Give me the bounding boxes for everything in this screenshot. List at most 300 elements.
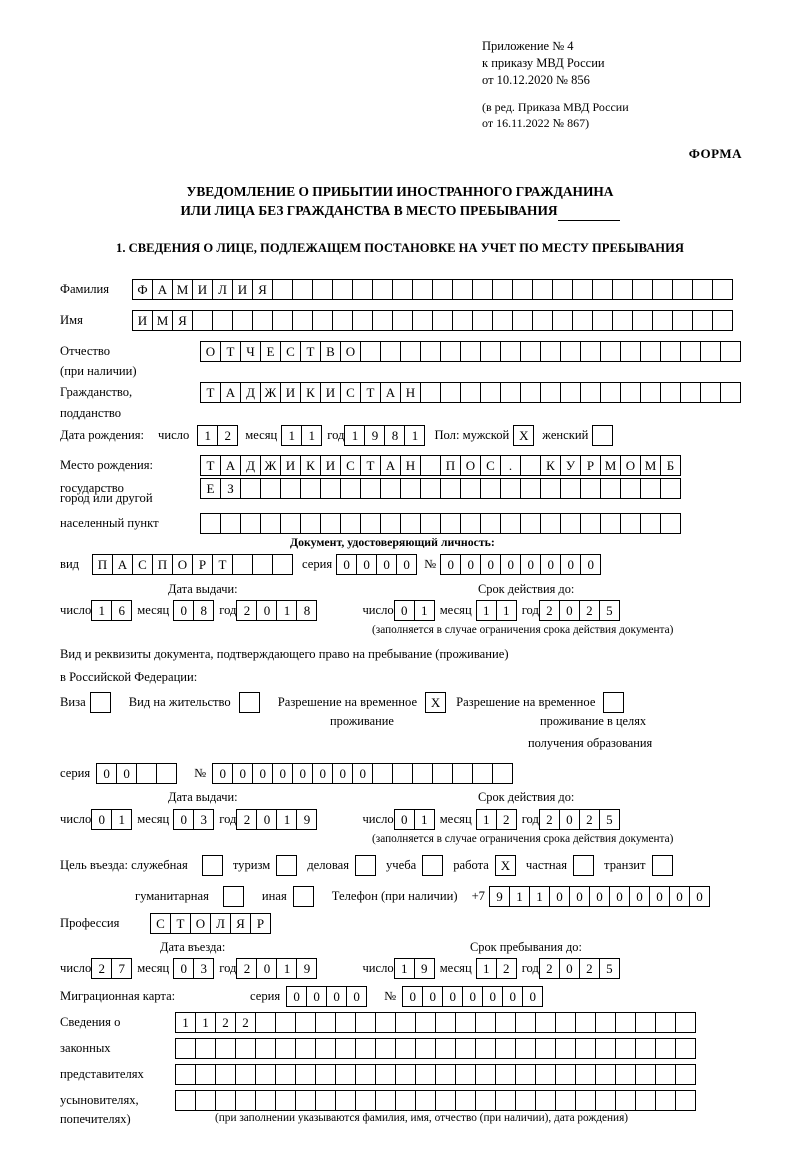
cell[interactable]: 2 xyxy=(236,809,257,830)
sex-female-checkbox[interactable] xyxy=(592,425,613,446)
cell[interactable] xyxy=(175,1064,196,1085)
cell[interactable] xyxy=(575,1012,596,1033)
cell[interactable]: Т xyxy=(220,341,241,362)
cell[interactable]: 7 xyxy=(111,958,132,979)
cell[interactable] xyxy=(300,478,321,499)
cell[interactable] xyxy=(572,310,593,331)
cell[interactable] xyxy=(440,341,461,362)
cell[interactable]: 2 xyxy=(496,958,517,979)
cell[interactable] xyxy=(352,279,373,300)
legal-rep-row3-cells[interactable] xyxy=(175,1064,695,1085)
cell[interactable]: Б xyxy=(660,455,681,476)
cell[interactable] xyxy=(240,513,261,534)
cell[interactable]: 2 xyxy=(579,809,600,830)
cell[interactable] xyxy=(480,382,501,403)
cell[interactable]: 2 xyxy=(236,600,257,621)
cell[interactable]: 0 xyxy=(91,809,112,830)
stay-valid-day-cells[interactable] xyxy=(394,809,434,830)
cell[interactable]: 1 xyxy=(276,809,297,830)
cell[interactable]: . xyxy=(500,455,521,476)
cell[interactable] xyxy=(552,310,573,331)
cell[interactable]: 0 xyxy=(332,763,353,784)
cell[interactable]: 0 xyxy=(689,886,710,907)
cell[interactable]: А xyxy=(380,382,401,403)
purpose-private-checkbox[interactable] xyxy=(573,855,594,876)
cell[interactable] xyxy=(660,341,681,362)
cell[interactable]: 9 xyxy=(364,425,385,446)
cell[interactable] xyxy=(692,310,713,331)
cell[interactable] xyxy=(255,1064,276,1085)
cell[interactable]: 0 xyxy=(649,886,670,907)
stay-series-cells[interactable] xyxy=(96,763,176,784)
cell[interactable] xyxy=(260,513,281,534)
cell[interactable] xyxy=(520,382,541,403)
cell[interactable] xyxy=(235,1090,256,1111)
cell[interactable]: 0 xyxy=(442,986,463,1007)
cell[interactable] xyxy=(455,1064,476,1085)
cell[interactable] xyxy=(355,1064,376,1085)
cell[interactable]: П xyxy=(92,554,113,575)
cell[interactable] xyxy=(215,1038,236,1059)
iddoc-issue-year-cells[interactable] xyxy=(236,600,316,621)
cell[interactable]: И xyxy=(132,310,153,331)
surname-cells[interactable] xyxy=(132,279,732,300)
cell[interactable] xyxy=(640,341,661,362)
cell[interactable] xyxy=(575,1064,596,1085)
cell[interactable]: 3 xyxy=(193,809,214,830)
cell[interactable] xyxy=(156,763,177,784)
purpose-official-checkbox[interactable] xyxy=(202,855,223,876)
iddoc-valid-day-cells[interactable] xyxy=(394,600,434,621)
cell[interactable]: С xyxy=(480,455,501,476)
cell[interactable] xyxy=(335,1090,356,1111)
cell[interactable]: 0 xyxy=(394,600,415,621)
cell[interactable] xyxy=(272,554,293,575)
cell[interactable] xyxy=(440,513,461,534)
cell[interactable] xyxy=(560,341,581,362)
cell[interactable] xyxy=(255,1012,276,1033)
cell[interactable] xyxy=(455,1090,476,1111)
cell[interactable]: 0 xyxy=(173,958,194,979)
cell[interactable] xyxy=(580,513,601,534)
cell[interactable]: 0 xyxy=(256,958,277,979)
cell[interactable] xyxy=(555,1064,576,1085)
cell[interactable]: 0 xyxy=(272,763,293,784)
cell[interactable] xyxy=(260,478,281,499)
cell[interactable] xyxy=(412,279,433,300)
cell[interactable] xyxy=(395,1064,416,1085)
cell[interactable] xyxy=(720,382,741,403)
cell[interactable]: 1 xyxy=(276,958,297,979)
cell[interactable] xyxy=(395,1090,416,1111)
cell[interactable]: Т xyxy=(200,382,221,403)
cell[interactable]: 0 xyxy=(549,886,570,907)
cell[interactable] xyxy=(520,341,541,362)
cell[interactable] xyxy=(252,554,273,575)
cell[interactable] xyxy=(420,341,441,362)
cell[interactable] xyxy=(615,1038,636,1059)
cell[interactable] xyxy=(660,478,681,499)
cell[interactable] xyxy=(395,1012,416,1033)
cell[interactable]: Е xyxy=(260,341,281,362)
cell[interactable] xyxy=(340,478,361,499)
cell[interactable] xyxy=(520,455,541,476)
cell[interactable] xyxy=(592,310,613,331)
cell[interactable]: Т xyxy=(300,341,321,362)
purpose-work-checkbox[interactable]: X xyxy=(495,855,516,876)
cell[interactable]: 2 xyxy=(217,425,238,446)
cell[interactable]: 0 xyxy=(256,809,277,830)
purpose-business-checkbox[interactable] xyxy=(355,855,376,876)
cell[interactable]: К xyxy=(300,382,321,403)
cell[interactable]: 0 xyxy=(460,554,481,575)
cell[interactable] xyxy=(535,1038,556,1059)
cell[interactable]: 2 xyxy=(539,600,560,621)
cell[interactable] xyxy=(615,1012,636,1033)
cell[interactable] xyxy=(512,279,533,300)
cell[interactable]: И xyxy=(320,455,341,476)
cell[interactable]: Е xyxy=(200,478,221,499)
cell[interactable]: В xyxy=(320,341,341,362)
cell[interactable] xyxy=(535,1064,556,1085)
cell[interactable]: О xyxy=(620,455,641,476)
birth-month-cells[interactable] xyxy=(281,425,321,446)
cell[interactable]: 0 xyxy=(212,763,233,784)
cell[interactable]: Я xyxy=(230,913,251,934)
stay-valid-month-cells[interactable] xyxy=(476,809,516,830)
stay-valid-year-cells[interactable] xyxy=(539,809,619,830)
stay-issue-day-cells[interactable] xyxy=(91,809,131,830)
cell[interactable] xyxy=(295,1012,316,1033)
cell[interactable] xyxy=(232,554,253,575)
cell[interactable]: М xyxy=(172,279,193,300)
cell[interactable]: 1 xyxy=(529,886,550,907)
cell[interactable] xyxy=(380,513,401,534)
cell[interactable] xyxy=(595,1090,616,1111)
cell[interactable] xyxy=(495,1090,516,1111)
purpose-humanitarian-checkbox[interactable] xyxy=(223,886,244,907)
cell[interactable]: 9 xyxy=(414,958,435,979)
cell[interactable] xyxy=(255,1090,276,1111)
cell[interactable] xyxy=(295,1038,316,1059)
cell[interactable]: 0 xyxy=(440,554,461,575)
cell[interactable] xyxy=(395,1038,416,1059)
cell[interactable] xyxy=(712,279,733,300)
cell[interactable] xyxy=(380,478,401,499)
cell[interactable]: 9 xyxy=(296,809,317,830)
profession-cells[interactable] xyxy=(150,913,270,934)
cell[interactable] xyxy=(500,382,521,403)
cell[interactable]: 0 xyxy=(232,763,253,784)
stay-until-year-cells[interactable] xyxy=(539,958,619,979)
cell[interactable] xyxy=(220,513,241,534)
cell[interactable] xyxy=(472,310,493,331)
cell[interactable]: А xyxy=(112,554,133,575)
cell[interactable]: 0 xyxy=(482,986,503,1007)
cell[interactable] xyxy=(555,1090,576,1111)
cell[interactable] xyxy=(275,1012,296,1033)
migration-number-cells[interactable] xyxy=(402,986,542,1007)
cell[interactable]: 0 xyxy=(540,554,561,575)
cell[interactable]: Р xyxy=(250,913,271,934)
cell[interactable] xyxy=(272,310,293,331)
cell[interactable]: И xyxy=(280,382,301,403)
cell[interactable] xyxy=(595,1012,616,1033)
cell[interactable] xyxy=(500,478,521,499)
cell[interactable] xyxy=(215,1064,236,1085)
cell[interactable] xyxy=(680,382,701,403)
cell[interactable] xyxy=(375,1012,396,1033)
cell[interactable] xyxy=(572,279,593,300)
cell[interactable] xyxy=(560,513,581,534)
cell[interactable]: 1 xyxy=(276,600,297,621)
cell[interactable]: К xyxy=(300,455,321,476)
cell[interactable] xyxy=(595,1038,616,1059)
cell[interactable] xyxy=(552,279,573,300)
cell[interactable] xyxy=(195,1090,216,1111)
cell[interactable] xyxy=(275,1064,296,1085)
cell[interactable] xyxy=(492,763,513,784)
cell[interactable]: 0 xyxy=(520,554,541,575)
cell[interactable]: 0 xyxy=(252,763,273,784)
cell[interactable]: 8 xyxy=(193,600,214,621)
cell[interactable] xyxy=(575,1090,596,1111)
cell[interactable]: 1 xyxy=(414,600,435,621)
cell[interactable] xyxy=(532,279,553,300)
cell[interactable]: 9 xyxy=(489,886,510,907)
cell[interactable]: 1 xyxy=(414,809,435,830)
cell[interactable]: 0 xyxy=(312,763,333,784)
cell[interactable] xyxy=(495,1064,516,1085)
cell[interactable] xyxy=(340,513,361,534)
cell[interactable] xyxy=(532,310,553,331)
cell[interactable] xyxy=(335,1038,356,1059)
cell[interactable]: С xyxy=(150,913,171,934)
cell[interactable]: 1 xyxy=(195,1012,216,1033)
cell[interactable] xyxy=(415,1012,436,1033)
cell[interactable]: Т xyxy=(170,913,191,934)
cell[interactable]: 0 xyxy=(522,986,543,1007)
cell[interactable] xyxy=(295,1064,316,1085)
name-cells[interactable] xyxy=(132,310,732,331)
stay-number-cells[interactable] xyxy=(212,763,512,784)
cell[interactable] xyxy=(275,1090,296,1111)
cell[interactable] xyxy=(655,1064,676,1085)
entry-year-cells[interactable] xyxy=(236,958,316,979)
cell[interactable] xyxy=(600,382,621,403)
cell[interactable]: 0 xyxy=(559,958,580,979)
cell[interactable] xyxy=(375,1064,396,1085)
cell[interactable] xyxy=(200,513,221,534)
cell[interactable]: 1 xyxy=(91,600,112,621)
cell[interactable] xyxy=(560,382,581,403)
cell[interactable]: Р xyxy=(580,455,601,476)
cell[interactable] xyxy=(620,341,641,362)
residence-checkbox[interactable] xyxy=(239,692,260,713)
cell[interactable] xyxy=(412,310,433,331)
cell[interactable] xyxy=(392,763,413,784)
cell[interactable]: Д xyxy=(240,382,261,403)
cell[interactable]: Ч xyxy=(240,341,261,362)
cell[interactable]: 0 xyxy=(173,809,194,830)
cell[interactable]: 3 xyxy=(193,958,214,979)
cell[interactable] xyxy=(535,1090,556,1111)
cell[interactable] xyxy=(515,1064,536,1085)
cell[interactable]: Ф xyxy=(132,279,153,300)
cell[interactable]: 0 xyxy=(402,986,423,1007)
stay-issue-month-cells[interactable] xyxy=(173,809,213,830)
cell[interactable] xyxy=(136,763,157,784)
cell[interactable] xyxy=(612,279,633,300)
cell[interactable]: 0 xyxy=(306,986,327,1007)
cell[interactable] xyxy=(480,341,501,362)
cell[interactable] xyxy=(400,513,421,534)
cell[interactable]: А xyxy=(220,382,241,403)
cell[interactable]: 6 xyxy=(111,600,132,621)
cell[interactable]: 2 xyxy=(539,958,560,979)
cell[interactable]: 0 xyxy=(96,763,117,784)
cell[interactable] xyxy=(292,310,313,331)
iddoc-issue-day-cells[interactable] xyxy=(91,600,131,621)
cell[interactable]: 0 xyxy=(580,554,601,575)
purpose-study-checkbox[interactable] xyxy=(422,855,443,876)
cell[interactable] xyxy=(432,279,453,300)
cell[interactable] xyxy=(480,478,501,499)
cell[interactable] xyxy=(540,513,561,534)
cell[interactable]: У xyxy=(560,455,581,476)
cell[interactable]: К xyxy=(540,455,561,476)
cell[interactable]: 0 xyxy=(500,554,521,575)
cell[interactable] xyxy=(352,310,373,331)
cell[interactable] xyxy=(520,478,541,499)
cell[interactable] xyxy=(455,1012,476,1033)
cell[interactable] xyxy=(432,310,453,331)
cell[interactable]: 0 xyxy=(502,986,523,1007)
cell[interactable]: 1 xyxy=(281,425,302,446)
cell[interactable] xyxy=(600,513,621,534)
cell[interactable]: 0 xyxy=(394,809,415,830)
cell[interactable] xyxy=(192,310,213,331)
cell[interactable]: 2 xyxy=(496,809,517,830)
cell[interactable] xyxy=(632,310,653,331)
cell[interactable]: 1 xyxy=(476,958,497,979)
cell[interactable] xyxy=(655,1038,676,1059)
cell[interactable]: 2 xyxy=(539,809,560,830)
birth-day-cells[interactable] xyxy=(197,425,237,446)
iddoc-number-cells[interactable] xyxy=(440,554,600,575)
cell[interactable]: Т xyxy=(200,455,221,476)
iddoc-issue-month-cells[interactable] xyxy=(173,600,213,621)
cell[interactable]: 0 xyxy=(356,554,377,575)
edu-residence-checkbox[interactable] xyxy=(603,692,624,713)
cell[interactable] xyxy=(612,310,633,331)
cell[interactable]: 8 xyxy=(384,425,405,446)
cell[interactable] xyxy=(272,279,293,300)
cell[interactable]: 0 xyxy=(352,763,373,784)
cell[interactable] xyxy=(335,1064,356,1085)
cell[interactable] xyxy=(595,1064,616,1085)
cell[interactable] xyxy=(355,1012,376,1033)
cell[interactable]: О xyxy=(172,554,193,575)
cell[interactable] xyxy=(435,1090,456,1111)
cell[interactable]: 1 xyxy=(175,1012,196,1033)
phone-cells[interactable] xyxy=(489,886,709,907)
cell[interactable] xyxy=(315,1012,336,1033)
birth-year-cells[interactable] xyxy=(344,425,424,446)
cell[interactable] xyxy=(475,1090,496,1111)
cell[interactable] xyxy=(600,478,621,499)
cell[interactable]: Т xyxy=(360,455,381,476)
cell[interactable] xyxy=(315,1038,336,1059)
cell[interactable] xyxy=(360,513,381,534)
citizenship-cells[interactable] xyxy=(200,382,740,403)
iddoc-series-cells[interactable] xyxy=(336,554,416,575)
cell[interactable]: 1 xyxy=(509,886,530,907)
cell[interactable] xyxy=(335,1012,356,1033)
cell[interactable] xyxy=(320,513,341,534)
cell[interactable] xyxy=(452,279,473,300)
cell[interactable] xyxy=(620,382,641,403)
cell[interactable]: 2 xyxy=(91,958,112,979)
cell[interactable]: О xyxy=(190,913,211,934)
cell[interactable] xyxy=(540,478,561,499)
cell[interactable] xyxy=(712,310,733,331)
cell[interactable] xyxy=(640,382,661,403)
cell[interactable]: 2 xyxy=(579,600,600,621)
cell[interactable] xyxy=(452,763,473,784)
stay-until-month-cells[interactable] xyxy=(476,958,516,979)
cell[interactable] xyxy=(195,1064,216,1085)
cell[interactable]: И xyxy=(320,382,341,403)
cell[interactable] xyxy=(420,478,441,499)
cell[interactable] xyxy=(620,513,641,534)
cell[interactable] xyxy=(360,478,381,499)
cell[interactable]: 1 xyxy=(476,600,497,621)
cell[interactable] xyxy=(492,279,513,300)
cell[interactable] xyxy=(660,513,681,534)
cell[interactable] xyxy=(372,763,393,784)
cell[interactable]: И xyxy=(280,455,301,476)
cell[interactable] xyxy=(652,310,673,331)
cell[interactable]: 1 xyxy=(301,425,322,446)
cell[interactable] xyxy=(460,513,481,534)
cell[interactable]: 0 xyxy=(292,763,313,784)
cell[interactable] xyxy=(415,1038,436,1059)
cell[interactable] xyxy=(672,310,693,331)
legal-rep-row4-cells[interactable] xyxy=(175,1090,695,1111)
cell[interactable] xyxy=(255,1038,276,1059)
cell[interactable] xyxy=(635,1038,656,1059)
cell[interactable]: 1 xyxy=(111,809,132,830)
cell[interactable]: 0 xyxy=(336,554,357,575)
cell[interactable]: Ж xyxy=(260,382,281,403)
iddoc-valid-year-cells[interactable] xyxy=(539,600,619,621)
cell[interactable] xyxy=(515,1038,536,1059)
cell[interactable] xyxy=(420,455,441,476)
cell[interactable]: 0 xyxy=(173,600,194,621)
cell[interactable]: Т xyxy=(212,554,233,575)
cell[interactable]: С xyxy=(340,455,361,476)
cell[interactable]: Р xyxy=(192,554,213,575)
cell[interactable] xyxy=(692,279,713,300)
cell[interactable] xyxy=(480,513,501,534)
cell[interactable] xyxy=(675,1038,696,1059)
cell[interactable] xyxy=(252,310,273,331)
legal-rep-row2-cells[interactable] xyxy=(175,1038,695,1059)
cell[interactable]: 1 xyxy=(476,809,497,830)
cell[interactable]: 0 xyxy=(116,763,137,784)
cell[interactable] xyxy=(672,279,693,300)
